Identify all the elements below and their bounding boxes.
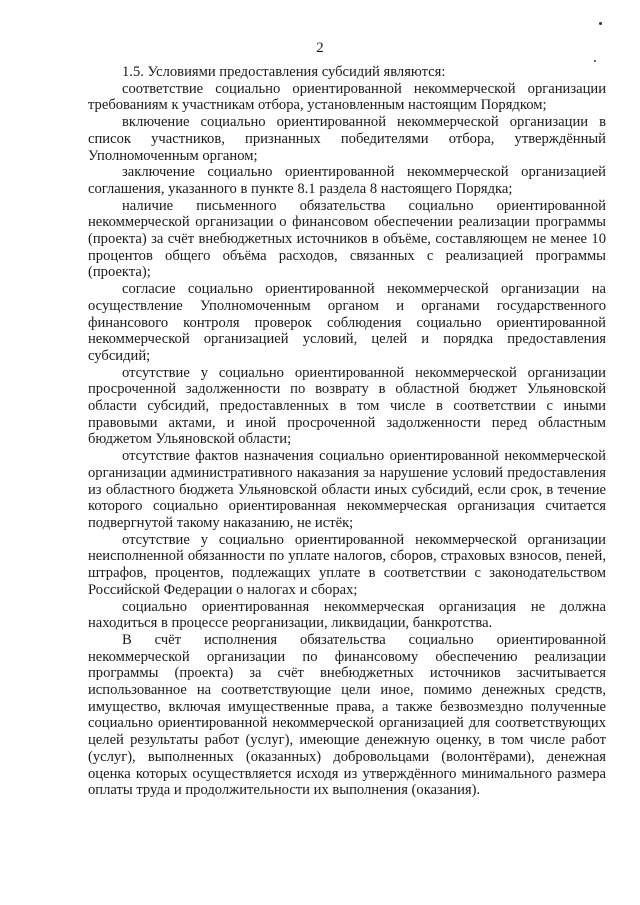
section-heading: 1.5. Условиями предоставления субсидий являются: xyxy=(122,64,446,80)
page-number: 2 xyxy=(316,40,324,56)
paragraph: заключение социально ориентированной некоммерческой организацией соглашения, указанного в пункте 8.1 раздела 8 настоящего Порядка; xyxy=(88,164,606,197)
paragraph: отсутствие фактов назначения социально ориентированной некоммерческой организации административного наказания за нарушение условий предоставления из областного бюджета Ульяновской области иных субсидий, если срок, в течение которого социально ориентированная некоммерческая организация считается подвергнутой такому наказанию, не истёк; xyxy=(88,448,606,531)
scan-speck xyxy=(594,60,596,62)
document-body xyxy=(88,64,606,799)
paragraph: согласие социально ориентированной некоммерческой организации на осуществление Уполномоченным органом и органами государственного финансового контроля проверок соблюдения социально ориентированной некоммерческой организацией условий, целей и порядка предоставления субсидий; xyxy=(88,281,606,364)
paragraph: В счёт исполнения обязательства социально ориентированной некоммерческой организации по финансовому обеспечению реализации программы (проекта) за счёт внебюджетных источников засчитывается использованное на соответствующие цели иное, помимо денежных средств, имущество, включая имущественные права, а также безвозмездно полученные социально ориентированной некоммерческой организацией для соответствующих целей результаты работ (услуг), имеющие денежную оценку, в том числе работ (услуг), выполненных (оказанных) добровольцами (волонтёрами), денежная оценка которых осуществляется исходя из утверждённого минимального размера оплаты труда и продолжительности их выполнения (оказания). xyxy=(88,631,606,799)
paragraph: отсутствие у социально ориентированной некоммерческой организации просроченной задолженности по возврату в областной бюджет Ульяновской области субсидий, предоставленных в том числе в соответствии с иными правовыми актами, и иной просроченной задолженности перед областным бюджетом Ульяновской области; xyxy=(88,364,606,448)
paragraph: отсутствие у социально ориентированной некоммерческой организации неисполненной обязанности по уплате налогов, сборов, страховых взносов, пеней, штрафов, процентов, подлежащих уплате в соответствии с законодательством Российской Федерации о налогах и сборах; xyxy=(88,531,606,598)
scan-speck xyxy=(599,22,602,25)
paragraph: включение социально ориентированной некоммерческой организации в список участников, признанных победителями отбора, утверждённый Уполномоченным органом; xyxy=(88,114,606,164)
paragraph: соответствие социально ориентированной некоммерческой организации требованиям к участникам отбора, установленным настоящим Порядком; xyxy=(88,80,606,114)
paragraph: наличие письменного обязательства социально ориентированной некоммерческой организации о финансовом обеспечении реализации программы (проекта) за счёт внебюджетных источников в объёме, составляющем не менее 10 процентов общего объёма расходов, связанных с реализацией программы (проекта); xyxy=(88,197,606,281)
paragraph: социально ориентированная некоммерческая организация не должна находиться в процессе реорганизации, ликвидации, банкротства. xyxy=(88,598,606,632)
